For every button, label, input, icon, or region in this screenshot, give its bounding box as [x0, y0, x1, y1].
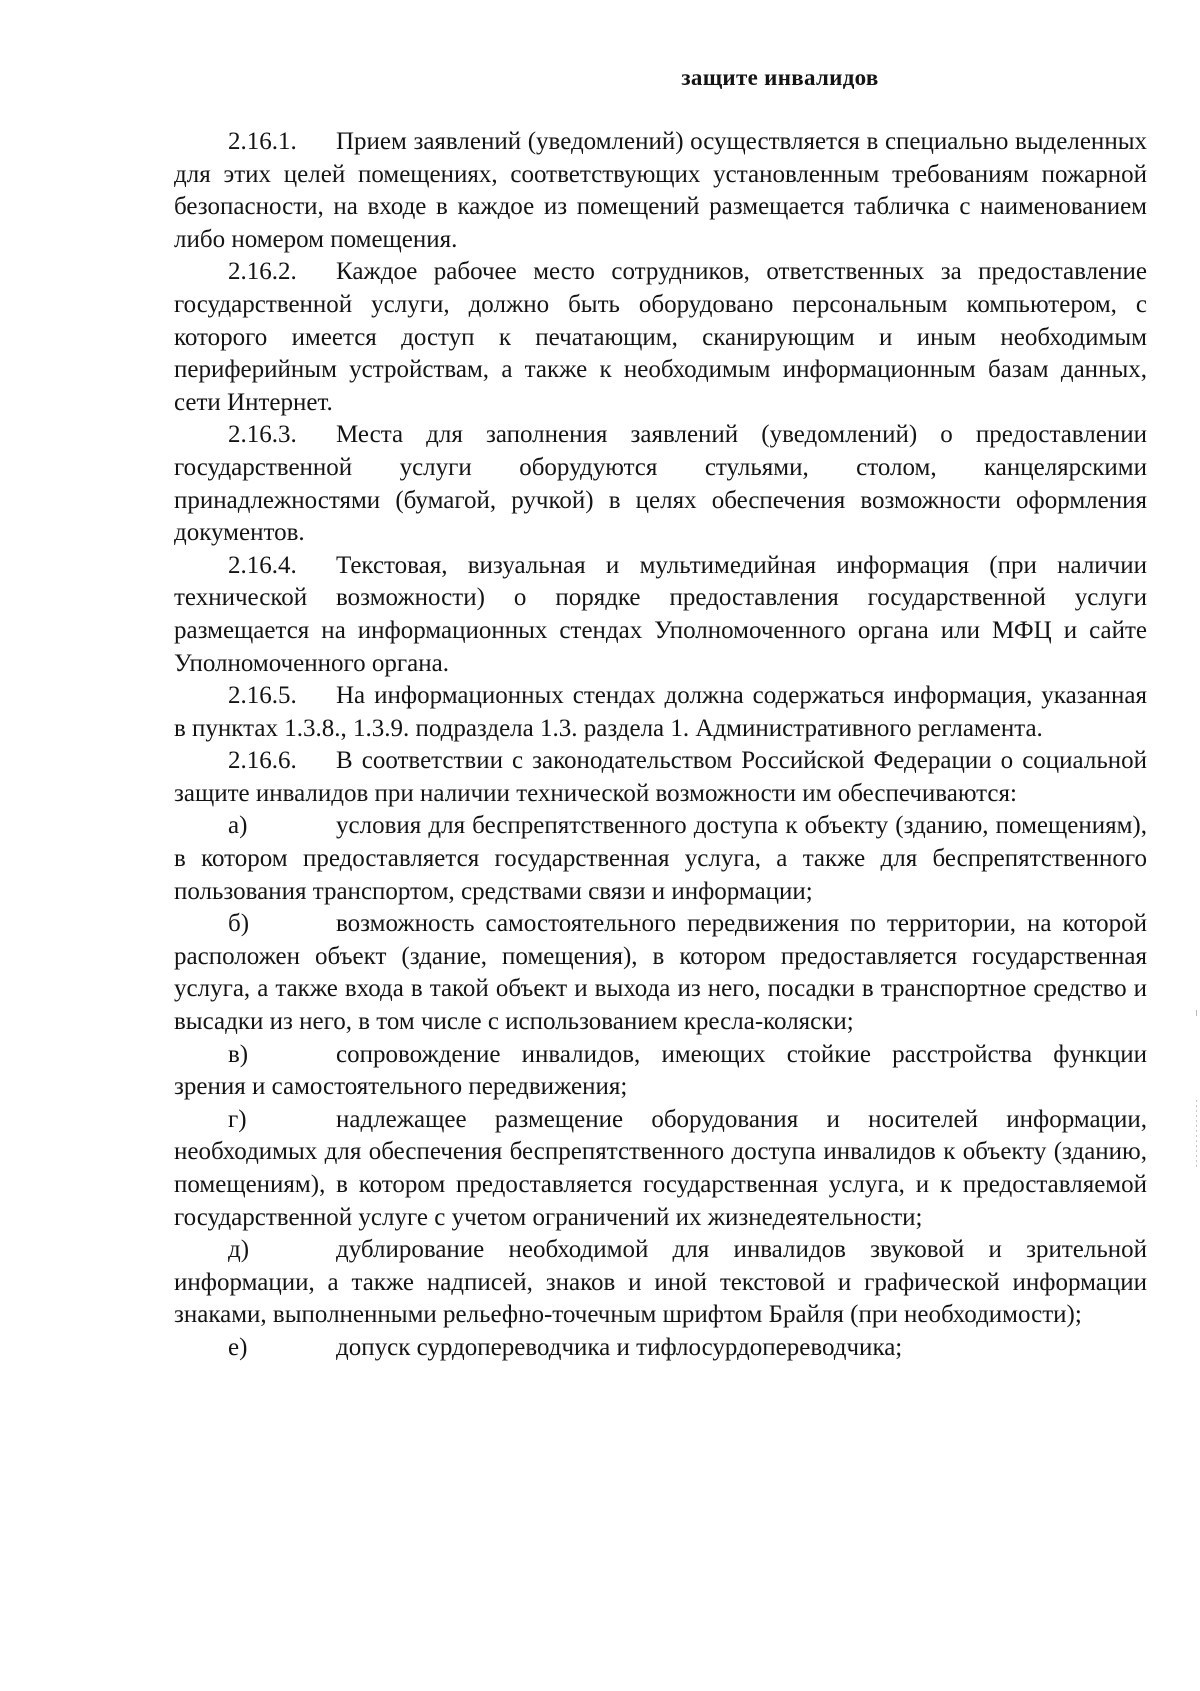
list-item-v — [174, 1039, 1147, 1104]
paragraph-number: 2.16.3. — [228, 421, 297, 449]
list-item-letter: д) — [228, 1236, 250, 1264]
paragraph-number: 2.16.5. — [228, 682, 297, 710]
list-item-g — [174, 1104, 1147, 1234]
paragraph-text: Прием заявлений (уведомлений) осуществляется в специально выделенных для этих целей помещениях, соответствующих установленным требованиям пожарной безопасности, на входе в каждое из помещений размещается табличка с наименованием либо номером помещения. — [174, 128, 1147, 253]
paragraph-number: 2.16.4. — [228, 551, 297, 579]
paragraph-number: 2.16.1. — [228, 128, 297, 155]
list-item-letter: а) — [228, 812, 248, 840]
list-item-text: дублирование необходимой для инвалидов звуковой и зрительной информации, а также надписей, знаков и иной текстовой и графической информации знаками, выполненными рельефно-точечным шрифтом Брайля (при необходимости); — [174, 1236, 1147, 1329]
scan-artifact — [1196, 1100, 1197, 1170]
paragraph-number: 2.16.6. — [228, 747, 297, 775]
list-item-a — [174, 810, 1147, 908]
paragraph-text: В соответствии с законодательством Российской Федерации о социальной защите инвалидов при наличии технической возможности им обеспечиваются: — [174, 747, 1147, 807]
paragraph-2-16-3 — [174, 419, 1147, 549]
paragraph-2-16-2 — [174, 256, 1147, 419]
list-item-b — [174, 908, 1147, 1038]
list-item-text: допуск сурдопереводчика и тифлосурдопереводчика; — [336, 1333, 903, 1361]
paragraph-text: Каждое рабочее место сотрудников, ответственных за предоставление государственной услуги, должно быть оборудовано персональным компьютером, с которого имеется доступ к печатающим, сканирующим и иным необходимым периферийным устройствам, а также к необходимым информационным базам данных, сети Интернет. — [174, 258, 1147, 416]
list-item-e — [174, 1332, 1147, 1365]
paragraph-2-16-1 — [174, 126, 1147, 256]
list-item-text: надлежащее размещение оборудования и носителей информации, необходимых для обеспечения беспрепятственного доступа инвалидов к объекту (зданию, помещениям), в котором предоставляется государственная услуга, и к предоставляемой государственной услуге с учетом ограничений их жизнедеятельности; — [174, 1105, 1147, 1231]
paragraph-2-16-4 — [174, 550, 1147, 680]
paragraph-text: Текстовая, визуальная и мультимедийная информация (при наличии технической возможности) о порядке предоставления государственной услуги размещается на информационных стендах Уполномоченного органа или МФЦ и сайте Уполномоченного органа. — [174, 551, 1147, 677]
list-item-text: условия для беспрепятственного доступа к объекту (зданию, помещениям), в котором предоставляется государственная услуга, а также для беспрепятственного пользования транспортом, средствами связи и информации; — [174, 812, 1147, 905]
section-heading: защите инвалидов — [681, 65, 879, 90]
paragraph-number: 2.16.2. — [228, 258, 297, 286]
scan-artifact — [1196, 1010, 1197, 1016]
paragraph-2-16-6 — [174, 745, 1147, 810]
list-item-letter: г) — [228, 1105, 247, 1133]
paragraph-text: На информационных стендах должна содержаться информация, указанная в пунктах 1.3.8., 1.3.9. подраздела 1.3. раздела 1. Административного регламента. — [174, 682, 1147, 742]
list-item-letter: е) — [228, 1333, 248, 1361]
paragraph-2-16-5 — [174, 680, 1147, 745]
list-item-d — [174, 1234, 1147, 1332]
list-item-text: возможность самостоятельного передвижения по территории, на которой расположен объект (здание, помещения), в котором предоставляется государственная услуга, а также входа в такой объект и выхода из него, посадки в транспортное средство и высадки из него, в том числе с использованием кресла-коляски; — [174, 910, 1147, 1036]
list-item-letter: в) — [228, 1040, 249, 1068]
list-item-letter: б) — [228, 910, 250, 938]
list-item-text: сопровождение инвалидов, имеющих стойкие расстройства функции зрения и самостоятельного передвижения; — [174, 1040, 1147, 1101]
document-body — [174, 126, 1147, 1365]
paragraph-text: Места для заполнения заявлений (уведомлений) о предоставлении государственной услуги оборудуются стульями, столом, канцелярскими принадлежностями (бумагой, ручкой) в целях обеспечения возможности оформления документов. — [174, 421, 1147, 547]
